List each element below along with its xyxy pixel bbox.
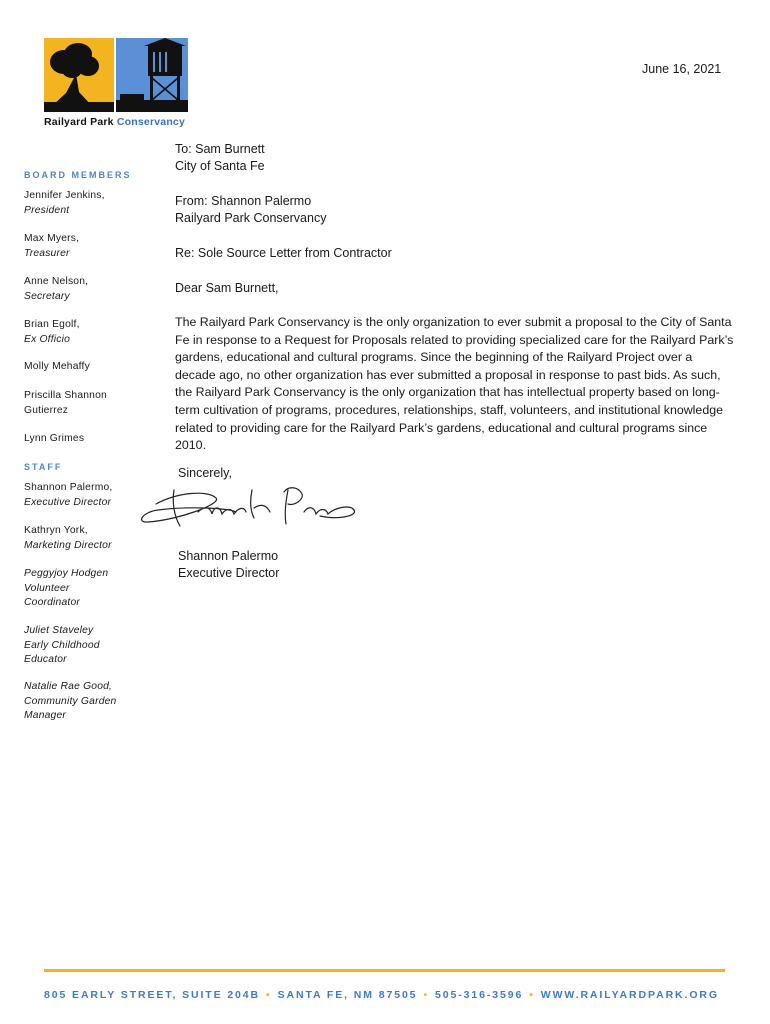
member-role: President: [24, 204, 70, 216]
member-name: Max Myers,: [24, 233, 80, 244]
to-org: City of Santa Fe: [175, 159, 265, 173]
staff-name: Shannon Palermo,: [24, 482, 113, 493]
staff-line: Volunteer: [24, 582, 70, 594]
footer-phone: 505-316-3596: [435, 989, 524, 1001]
board-member: [24, 360, 90, 375]
member-name: Jennifer Jenkins,: [24, 190, 105, 201]
staff-line: Manager: [24, 710, 67, 721]
staff-line: Juliet Staveley: [24, 625, 94, 636]
footer-address: 805 EARLY STREET, SUITE 204B: [44, 989, 261, 1001]
logo-word-railyard-park: Railyard Park: [44, 116, 114, 128]
member-role: Treasurer: [24, 247, 70, 259]
staff-line: Educator: [24, 654, 67, 665]
staff-role: Marketing Director: [24, 539, 112, 551]
member-name: Priscilla Shannon: [24, 390, 107, 401]
footer-contact: [44, 989, 725, 1001]
closing: Sincerely,: [178, 466, 232, 480]
staff-heading: STAFF: [24, 462, 63, 472]
member-name: Brian Egolf,: [24, 319, 80, 330]
footer-separator: •: [529, 989, 535, 1001]
member-name: Molly Mehaffy: [24, 361, 90, 372]
member-role: Ex Officio: [24, 333, 71, 345]
staff-member: [24, 680, 116, 724]
footer-separator: •: [266, 989, 272, 1001]
staff-role: Executive Director: [24, 496, 112, 508]
staff-member: [24, 624, 100, 668]
staff-line: Natalie Rae Good,: [24, 681, 113, 692]
footer-city: SANTA FE, NM 87505: [277, 989, 418, 1001]
staff-name: Kathryn York,: [24, 525, 88, 536]
signature-image: [138, 482, 360, 530]
staff-member: [24, 524, 112, 553]
staff-line: Coordinator: [24, 597, 81, 608]
member-name: Anne Nelson,: [24, 276, 89, 287]
letter-body: The Railyard Park Conservancy is the only organization to ever submit a proposal to the City of Santa Fe in response to a Request for Proposals related to providing specialized care for the Railyard Park’s gardens, educational and cultural programs. Since the beginning of the Railyard Project over a decade ago, no other organization has ever submitted a proposal in response to past bids. As such, the Railyard Park Conservancy is the only organization that has intellectual property based on long-term cultivation of programs, procedures, relationships, staff, volunteers, and institutional knowledge related to providing care for the Railyard Park’s gardens, educational and cultural programs since 2010.: [175, 315, 734, 453]
board-member: [24, 389, 107, 418]
salutation: Dear Sam Burnett,: [175, 281, 279, 295]
board-member: [24, 275, 88, 304]
recipient-block: [175, 141, 265, 175]
to-line: To: Sam Burnett: [175, 142, 265, 156]
from-line: From: Shannon Palermo: [175, 194, 312, 208]
staff-line: Early Childhood: [24, 639, 100, 651]
footer-website-link[interactable]: WWW.RAILYARDPARK.ORG: [540, 989, 719, 1001]
member-name-cont: Gutierrez: [24, 404, 69, 416]
member-role: Secretary: [24, 290, 70, 302]
member-name: Lynn Grimes: [24, 433, 85, 444]
board-members-heading: BOARD MEMBERS: [24, 170, 132, 180]
board-member: [24, 189, 105, 218]
logo-word-conservancy: Conservancy: [116, 116, 186, 128]
staff-line: Community Garden: [24, 695, 117, 707]
staff-member: [24, 481, 113, 510]
staff-line: Peggyjoy Hodgen: [24, 568, 109, 579]
board-member: [24, 432, 84, 447]
board-member: [24, 232, 79, 261]
staff-member: [24, 567, 108, 611]
letter-date: June 16, 2021: [642, 62, 722, 76]
logo-wordmark: [44, 116, 185, 128]
from-org: Railyard Park Conservancy: [175, 211, 327, 225]
footer-rule: [44, 969, 725, 972]
board-member: [24, 318, 80, 347]
sender-block: [175, 193, 326, 227]
signer-title: Executive Director: [178, 566, 280, 580]
subject-line: Re: Sole Source Letter from Contractor: [175, 246, 392, 260]
signer-name: Shannon Palermo: [178, 549, 279, 563]
footer-separator: •: [423, 989, 429, 1001]
signer-block: [178, 548, 279, 582]
